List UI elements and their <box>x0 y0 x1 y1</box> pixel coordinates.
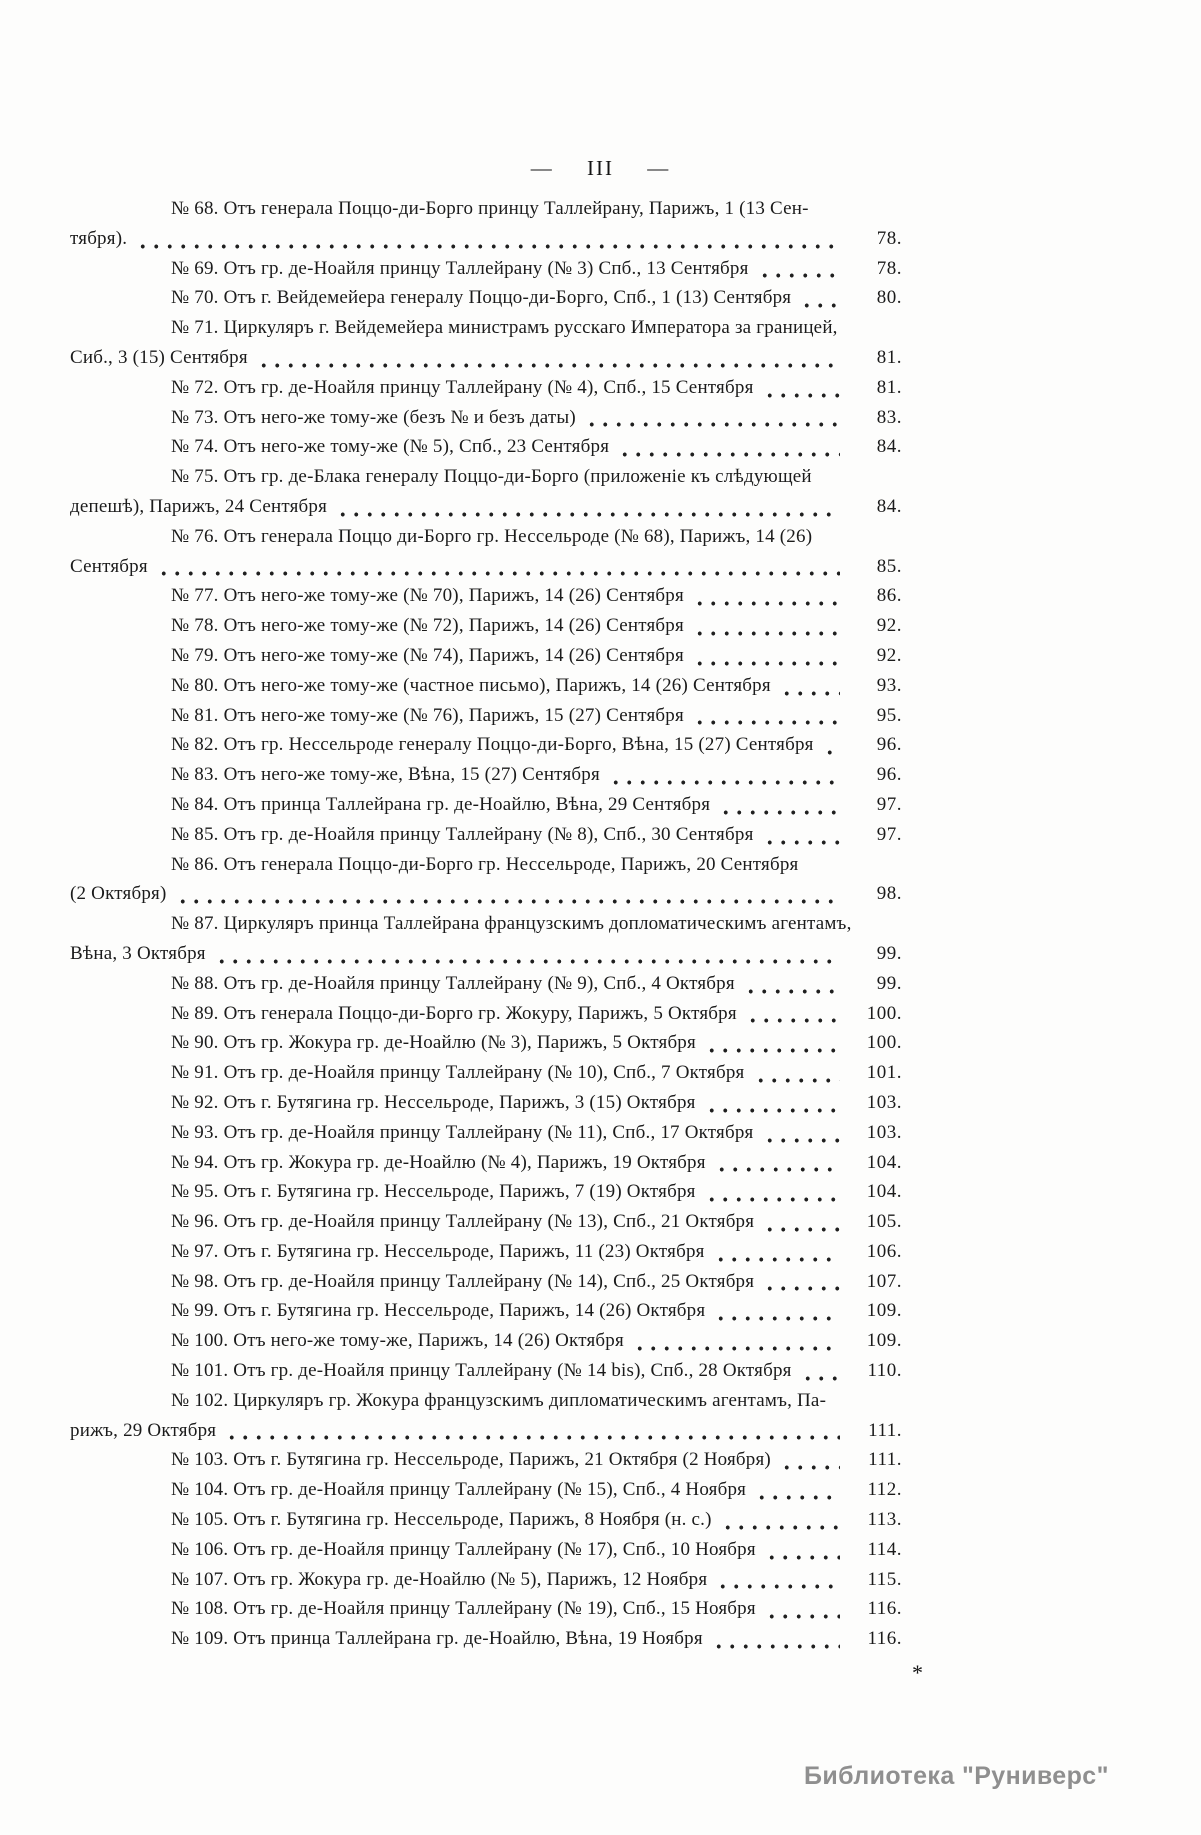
entry-page-number: 92. <box>876 644 902 666</box>
footnote-asterisk: * <box>912 1660 923 1685</box>
toc-entry <box>70 850 902 910</box>
toc-entry <box>70 671 902 701</box>
toc-entry <box>70 1386 902 1446</box>
toc-entry <box>70 790 902 820</box>
entry-page-number: 97. <box>876 823 902 845</box>
dot-leader <box>693 601 840 606</box>
entry-page-number: 78. <box>876 257 902 279</box>
entry-page-number: 104. <box>866 1181 902 1203</box>
dot-leader <box>693 631 840 636</box>
toc-entry <box>70 432 902 462</box>
entry-page-number: 106. <box>866 1240 902 1262</box>
entry-text: № 68. Отъ генерала Поццо-ди-Борго принцу Таллейрану, Парижъ, 1 (13 Сен- <box>171 198 809 219</box>
page-number-header: — III — <box>530 156 671 180</box>
toc-entry <box>70 522 902 582</box>
toc-entry <box>70 1058 902 1088</box>
entry-text: № 89. Отъ генерала Поццо-ди-Борго гр. Жокуру, Парижъ, 5 Октября <box>171 1002 737 1024</box>
entry-text: рижъ, 29 Октября <box>70 1419 217 1441</box>
dot-leader <box>215 959 840 964</box>
entry-text: № 103. Отъ г. Бутягина гр. Нессельроде, Парижъ, 21 Октября (2 Ноября) <box>171 1449 771 1471</box>
toc-entry <box>70 1326 902 1356</box>
dot-leader <box>712 1644 840 1649</box>
toc-entry <box>70 194 902 254</box>
toc-entry <box>70 1296 902 1326</box>
toc-entry <box>70 1505 902 1535</box>
toc-entry <box>70 1535 902 1565</box>
entry-text: № 105. Отъ г. Бутягина гр. Нессельроде, Парижъ, 8 Ноября (н. с.) <box>171 1509 712 1531</box>
dot-leader <box>765 1614 840 1619</box>
toc-entry <box>70 969 902 999</box>
entry-text: № 77. Отъ него-же тому-же (№ 70), Парижъ, 14 (26) Сентября <box>171 585 684 607</box>
entry-page-number: 101. <box>866 1062 902 1084</box>
entry-page-number: 115. <box>867 1568 902 1590</box>
dot-leader <box>716 1584 840 1589</box>
library-watermark: Библиотека "Руниверс" <box>804 1762 1109 1790</box>
entry-text: № 98. Отъ гр. де-Ноайля принцу Таллейрану (№ 14), Спб., 25 Октября <box>171 1270 755 1292</box>
entry-text: Сентября <box>70 555 148 577</box>
entry-page-number: 109. <box>866 1300 902 1322</box>
entry-page-number: 105. <box>866 1211 902 1233</box>
entry-text: № 88. Отъ гр. де-Ноайля принцу Таллейрану (№ 9), Спб., 4 Октября <box>171 972 735 994</box>
entry-text: № 107. Отъ гр. Жокура гр. де-Ноайлю (№ 5), Парижъ, 12 Ноября <box>171 1568 708 1590</box>
entry-page-number: 112. <box>867 1479 902 1501</box>
dot-leader <box>336 512 840 517</box>
toc-entry <box>70 1207 902 1237</box>
entry-page-number: 109. <box>866 1330 902 1352</box>
entry-text: № 104. Отъ гр. де-Ноайля принцу Таллейрану (№ 15), Спб., 4 Ноября <box>171 1479 747 1501</box>
entry-text: № 91. Отъ гр. де-Ноайля принцу Таллейрану (№ 10), Спб., 7 Октября <box>171 1062 745 1084</box>
dot-leader <box>705 1048 840 1053</box>
toc-entry <box>70 820 902 850</box>
dot-leader <box>633 1346 840 1351</box>
toc-entry <box>70 1148 902 1178</box>
toc-entry <box>70 313 902 373</box>
dot-leader <box>780 691 840 696</box>
entry-text: Вѣна, 3 Октября <box>70 942 206 964</box>
entry-text: № 78. Отъ него-же тому-же (№ 72), Парижъ, 14 (26) Сентября <box>171 615 684 637</box>
dot-leader <box>705 1108 840 1113</box>
entry-text: № 108. Отъ гр. де-Ноайля принцу Таллейрану (№ 19), Спб., 15 Ноября <box>171 1598 756 1620</box>
toc-entry <box>70 1237 902 1267</box>
entry-text: № 71. Циркуляръ г. Вейдемейера министрамъ русскаго Императора за границей, <box>171 317 838 339</box>
entry-text: № 100. Отъ него-же тому-же, Парижъ, 14 (26) Октября <box>171 1330 624 1352</box>
dot-leader <box>176 899 840 904</box>
dot-leader <box>136 244 840 249</box>
dot-leader <box>765 1555 840 1560</box>
entry-text: № 92. Отъ г. Бутягина гр. Нессельроде, Парижъ, 3 (15) Октября <box>171 1091 696 1113</box>
dot-leader <box>763 1227 840 1232</box>
entry-page-number: 110. <box>867 1360 902 1382</box>
entry-text: № 101. Отъ гр. де-Ноайля принцу Таллейрану (№ 14 bis), Спб., 28 Октября <box>171 1360 792 1382</box>
toc-entry <box>70 760 902 790</box>
dot-leader <box>800 303 840 308</box>
toc-entry <box>70 1445 902 1475</box>
toc-entry <box>70 1267 902 1297</box>
entry-page-number: 96. <box>876 734 902 756</box>
entry-text: № 95. Отъ г. Бутягина гр. Нессельроде, Парижъ, 7 (19) Октября <box>171 1181 696 1203</box>
toc-entry <box>70 999 902 1029</box>
toc-entry <box>70 909 902 969</box>
entry-page-number: 96. <box>876 764 902 786</box>
dot-leader <box>257 363 840 368</box>
entry-page-number: 113. <box>867 1509 902 1531</box>
toc-entry <box>70 1088 902 1118</box>
entry-page-number: 81. <box>876 346 902 368</box>
entry-text: № 81. Отъ него-же тому-же (№ 76), Парижъ, 15 (27) Сентября <box>171 704 684 726</box>
entry-text: № 94. Отъ гр. Жокура гр. де-Ноайлю (№ 4), Парижъ, 19 Октября <box>171 1151 706 1173</box>
entry-text: Сиб., 3 (15) Сентября <box>70 346 248 368</box>
dot-leader <box>714 1316 840 1321</box>
dot-leader <box>763 1286 840 1291</box>
entry-page-number: 103. <box>866 1121 902 1143</box>
table-of-contents <box>70 194 902 1654</box>
entry-text: № 93. Отъ гр. де-Ноайля принцу Таллейрану (№ 11), Спб., 17 Октября <box>171 1121 754 1143</box>
entry-text: № 102. Циркуляръ гр. Жокура французскимъ дипломатическимъ агентамъ, Па- <box>171 1389 827 1411</box>
entry-text: № 85. Отъ гр. де-Ноайля принцу Таллейрану (№ 8), Спб., 30 Сентября <box>171 823 754 845</box>
dot-leader <box>763 840 840 845</box>
toc-entry <box>70 283 902 313</box>
entry-page-number: 97. <box>876 793 902 815</box>
dot-leader <box>715 1167 840 1172</box>
entry-page-number: 99. <box>876 972 902 994</box>
entry-text: № 80. Отъ него-же тому-же (частное письмо), Парижъ, 14 (26) Сентября <box>171 674 771 696</box>
entry-page-number: 116. <box>867 1598 902 1620</box>
dot-leader <box>823 750 840 755</box>
dot-leader <box>693 720 840 725</box>
dot-leader <box>763 1138 841 1143</box>
entry-page-number: 116. <box>867 1628 902 1650</box>
entry-page-number: 111. <box>868 1449 902 1471</box>
dot-leader <box>758 273 840 278</box>
dot-leader <box>763 393 840 398</box>
toc-entry <box>70 1594 902 1624</box>
entry-text: № 72. Отъ гр. де-Ноайля принцу Таллейрану (№ 4), Спб., 15 Сентября <box>171 376 754 398</box>
entry-text: депешѣ), Парижъ, 24 Сентября <box>70 495 328 517</box>
entry-page-number: 107. <box>866 1270 902 1292</box>
toc-entry <box>70 373 902 403</box>
entry-page-number: 83. <box>876 406 902 428</box>
toc-entry <box>70 1028 902 1058</box>
dot-leader <box>746 1018 840 1023</box>
toc-entry <box>70 1356 902 1386</box>
entry-page-number: 81. <box>876 376 902 398</box>
toc-entry <box>70 1624 902 1654</box>
entry-page-number: 100. <box>866 1032 902 1054</box>
toc-entry <box>70 1475 902 1505</box>
entry-text: № 86. Отъ генерала Поццо-ди-Борго гр. Нессельроде, Парижъ, 20 Сентября <box>171 853 799 875</box>
entry-page-number: 93. <box>876 674 902 696</box>
toc-entry <box>70 1565 902 1595</box>
entry-text: № 73. Отъ него-же тому-же (безъ № и безъ даты) <box>171 406 576 428</box>
toc-entry <box>70 1118 902 1148</box>
entry-page-number: 95. <box>876 704 902 726</box>
toc-entry <box>70 581 902 611</box>
entry-page-number: 111. <box>868 1419 902 1441</box>
entry-page-number: 92. <box>876 615 902 637</box>
entry-text: № 74. Отъ него-же тому-же (№ 5), Спб., 23 Сентября <box>171 436 610 458</box>
toc-entry <box>70 701 902 731</box>
entry-text: (2 Октября) <box>70 883 167 905</box>
entry-text: № 87. Циркуляръ принца Таллейрана французскимъ допломатическимъ агентамъ, <box>171 913 852 935</box>
toc-entry <box>70 641 902 671</box>
dot-leader <box>618 452 840 457</box>
dot-leader <box>225 1435 840 1440</box>
toc-entry <box>70 462 902 522</box>
entry-page-number: 84. <box>876 436 902 458</box>
entry-text: № 83. Отъ него-же тому-же, Вѣна, 15 (27) Сентября <box>171 764 600 786</box>
dot-leader <box>719 810 840 815</box>
entry-text: № 69. Отъ гр. де-Ноайля принцу Таллейрану (№ 3) Спб., 13 Сентября <box>171 257 749 279</box>
entry-page-number: 80. <box>876 287 902 309</box>
entry-text: № 75. Отъ гр. де-Блака генералу Поццо-ди-Борго (приложеніе къ слѣдующей <box>171 466 812 488</box>
dot-leader <box>744 989 840 994</box>
dot-leader <box>693 661 840 666</box>
entry-page-number: 100. <box>866 1002 902 1024</box>
entry-page-number: 98. <box>876 883 902 905</box>
entry-text: № 82. Отъ гр. Нессельроде генералу Поццо-ди-Борго, Вѣна, 15 (27) Сентября <box>171 734 814 756</box>
entry-page-number: 104. <box>866 1151 902 1173</box>
dot-leader <box>755 1495 840 1500</box>
entry-text: № 84. Отъ принца Таллейрана гр. де-Ноайлю, Вѣна, 29 Сентября <box>171 793 711 815</box>
entry-page-number: 114. <box>867 1538 902 1560</box>
entry-page-number: 85. <box>876 555 902 577</box>
entry-page-number: 84. <box>876 495 902 517</box>
toc-entry <box>70 730 902 760</box>
toc-entry <box>70 254 902 284</box>
dot-leader <box>754 1078 841 1083</box>
entry-page-number: 103. <box>866 1091 902 1113</box>
entry-text: тября). <box>70 227 128 249</box>
dot-leader <box>801 1376 840 1381</box>
entry-text: № 106. Отъ гр. де-Ноайля принцу Таллейрану (№ 17), Спб., 10 Ноября <box>171 1538 756 1560</box>
entry-page-number: 86. <box>876 585 902 607</box>
toc-entry <box>70 611 902 641</box>
entry-page-number: 99. <box>876 942 902 964</box>
entry-text: № 99. Отъ г. Бутягина гр. Нессельроде, Парижъ, 14 (26) Октября <box>171 1300 706 1322</box>
entry-text: № 70. Отъ г. Вейдемейера генералу Поццо-ди-Борго, Спб., 1 (13) Сентября <box>171 287 792 309</box>
dot-leader <box>780 1465 840 1470</box>
entry-text: № 96. Отъ гр. де-Ноайля принцу Таллейрану (№ 13), Спб., 21 Октября <box>171 1211 755 1233</box>
entry-text: № 109. Отъ принца Таллейрана гр. де-Ноайлю, Вѣна, 19 Ноября <box>171 1628 703 1650</box>
dot-leader <box>157 571 840 576</box>
entry-page-number: 78. <box>876 227 902 249</box>
dot-leader <box>714 1257 840 1262</box>
entry-text: № 97. Отъ г. Бутягина гр. Нессельроде, Парижъ, 11 (23) Октября <box>171 1240 705 1262</box>
dot-leader <box>705 1197 840 1202</box>
dot-leader <box>609 780 840 785</box>
entry-text: № 90. Отъ гр. Жокура гр. де-Ноайлю (№ 3), Парижъ, 5 Октября <box>171 1032 696 1054</box>
entry-text: № 79. Отъ него-же тому-же (№ 74), Парижъ, 14 (26) Сентября <box>171 644 684 666</box>
dot-leader <box>721 1525 840 1530</box>
toc-entry <box>70 403 902 433</box>
entry-text: № 76. Отъ генерала Поццо ди-Борго гр. Нессельроде (№ 68), Парижъ, 14 (26) <box>171 525 813 547</box>
toc-entry <box>70 1177 902 1207</box>
dot-leader <box>585 422 840 427</box>
